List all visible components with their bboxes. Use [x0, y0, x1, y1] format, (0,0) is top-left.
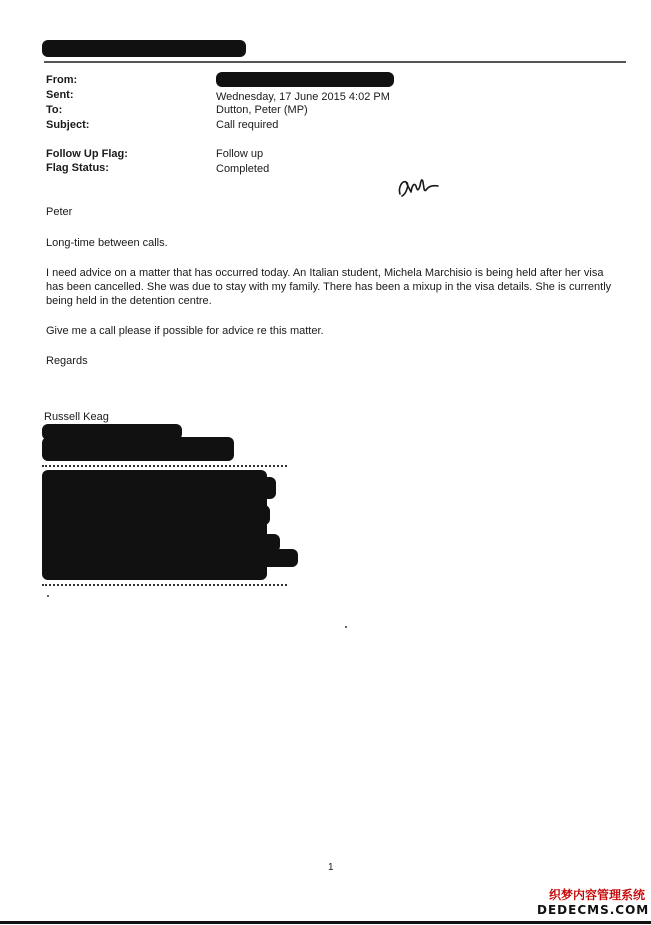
header-divider [44, 61, 626, 63]
opening-line: Long-time between calls. [46, 237, 168, 249]
signature-name: Russell Keag [44, 411, 109, 423]
redaction-signature-block-edge-4 [250, 549, 298, 567]
signature-divider-top [42, 465, 287, 467]
sent-value: Wednesday, 17 June 2015 4:02 PM [216, 91, 390, 103]
site-watermark [537, 887, 650, 920]
scan-speck [345, 626, 347, 628]
watermark-chinese-text: 织梦内容管理系统 [548, 888, 645, 902]
signature-divider-bottom [42, 584, 287, 586]
subject-value: Call required [216, 119, 279, 131]
paragraph-line-3: being held in the detention centre. [46, 295, 212, 307]
redaction-from-value [216, 72, 394, 87]
sent-label: Sent: [46, 89, 74, 101]
closing: Regards [46, 355, 88, 367]
follow-up-flag-label: Follow Up Flag: [46, 148, 128, 160]
paragraph-line-2: has been cancelled. She was due to stay with my family. There has been a mixup in the visa details. She is currently [46, 281, 612, 293]
greeting: Peter [46, 206, 73, 218]
request-line: Give me a call please if possible for advice re this matter. [46, 325, 324, 337]
subject-label: Subject: [46, 119, 90, 131]
flag-status-label: Flag Status: [46, 162, 109, 174]
redaction-signature-block-main [42, 470, 267, 580]
redaction-top-header [42, 40, 246, 57]
redaction-signature-block-edge-2 [250, 505, 270, 525]
page-number: 1 [328, 862, 334, 873]
handwritten-initials-signature [396, 172, 442, 202]
flag-status-value: Completed [216, 163, 270, 175]
watermark-latin-text: DEDECMS.COM [537, 903, 650, 917]
follow-up-flag-value: Follow up [216, 148, 264, 160]
paragraph-line-1: I need advice on a matter that has occurred today. An Italian student, Michela Marchisio is being held after her visa [46, 267, 604, 279]
to-value: Dutton, Peter (MP) [216, 104, 308, 116]
redaction-signature-block-edge-1 [250, 477, 276, 499]
from-label: From: [46, 74, 78, 86]
to-label: To: [46, 104, 63, 116]
scan-bottom-edge [0, 921, 651, 924]
redaction-signature-line-2 [42, 437, 234, 461]
scan-speck [47, 595, 49, 597]
